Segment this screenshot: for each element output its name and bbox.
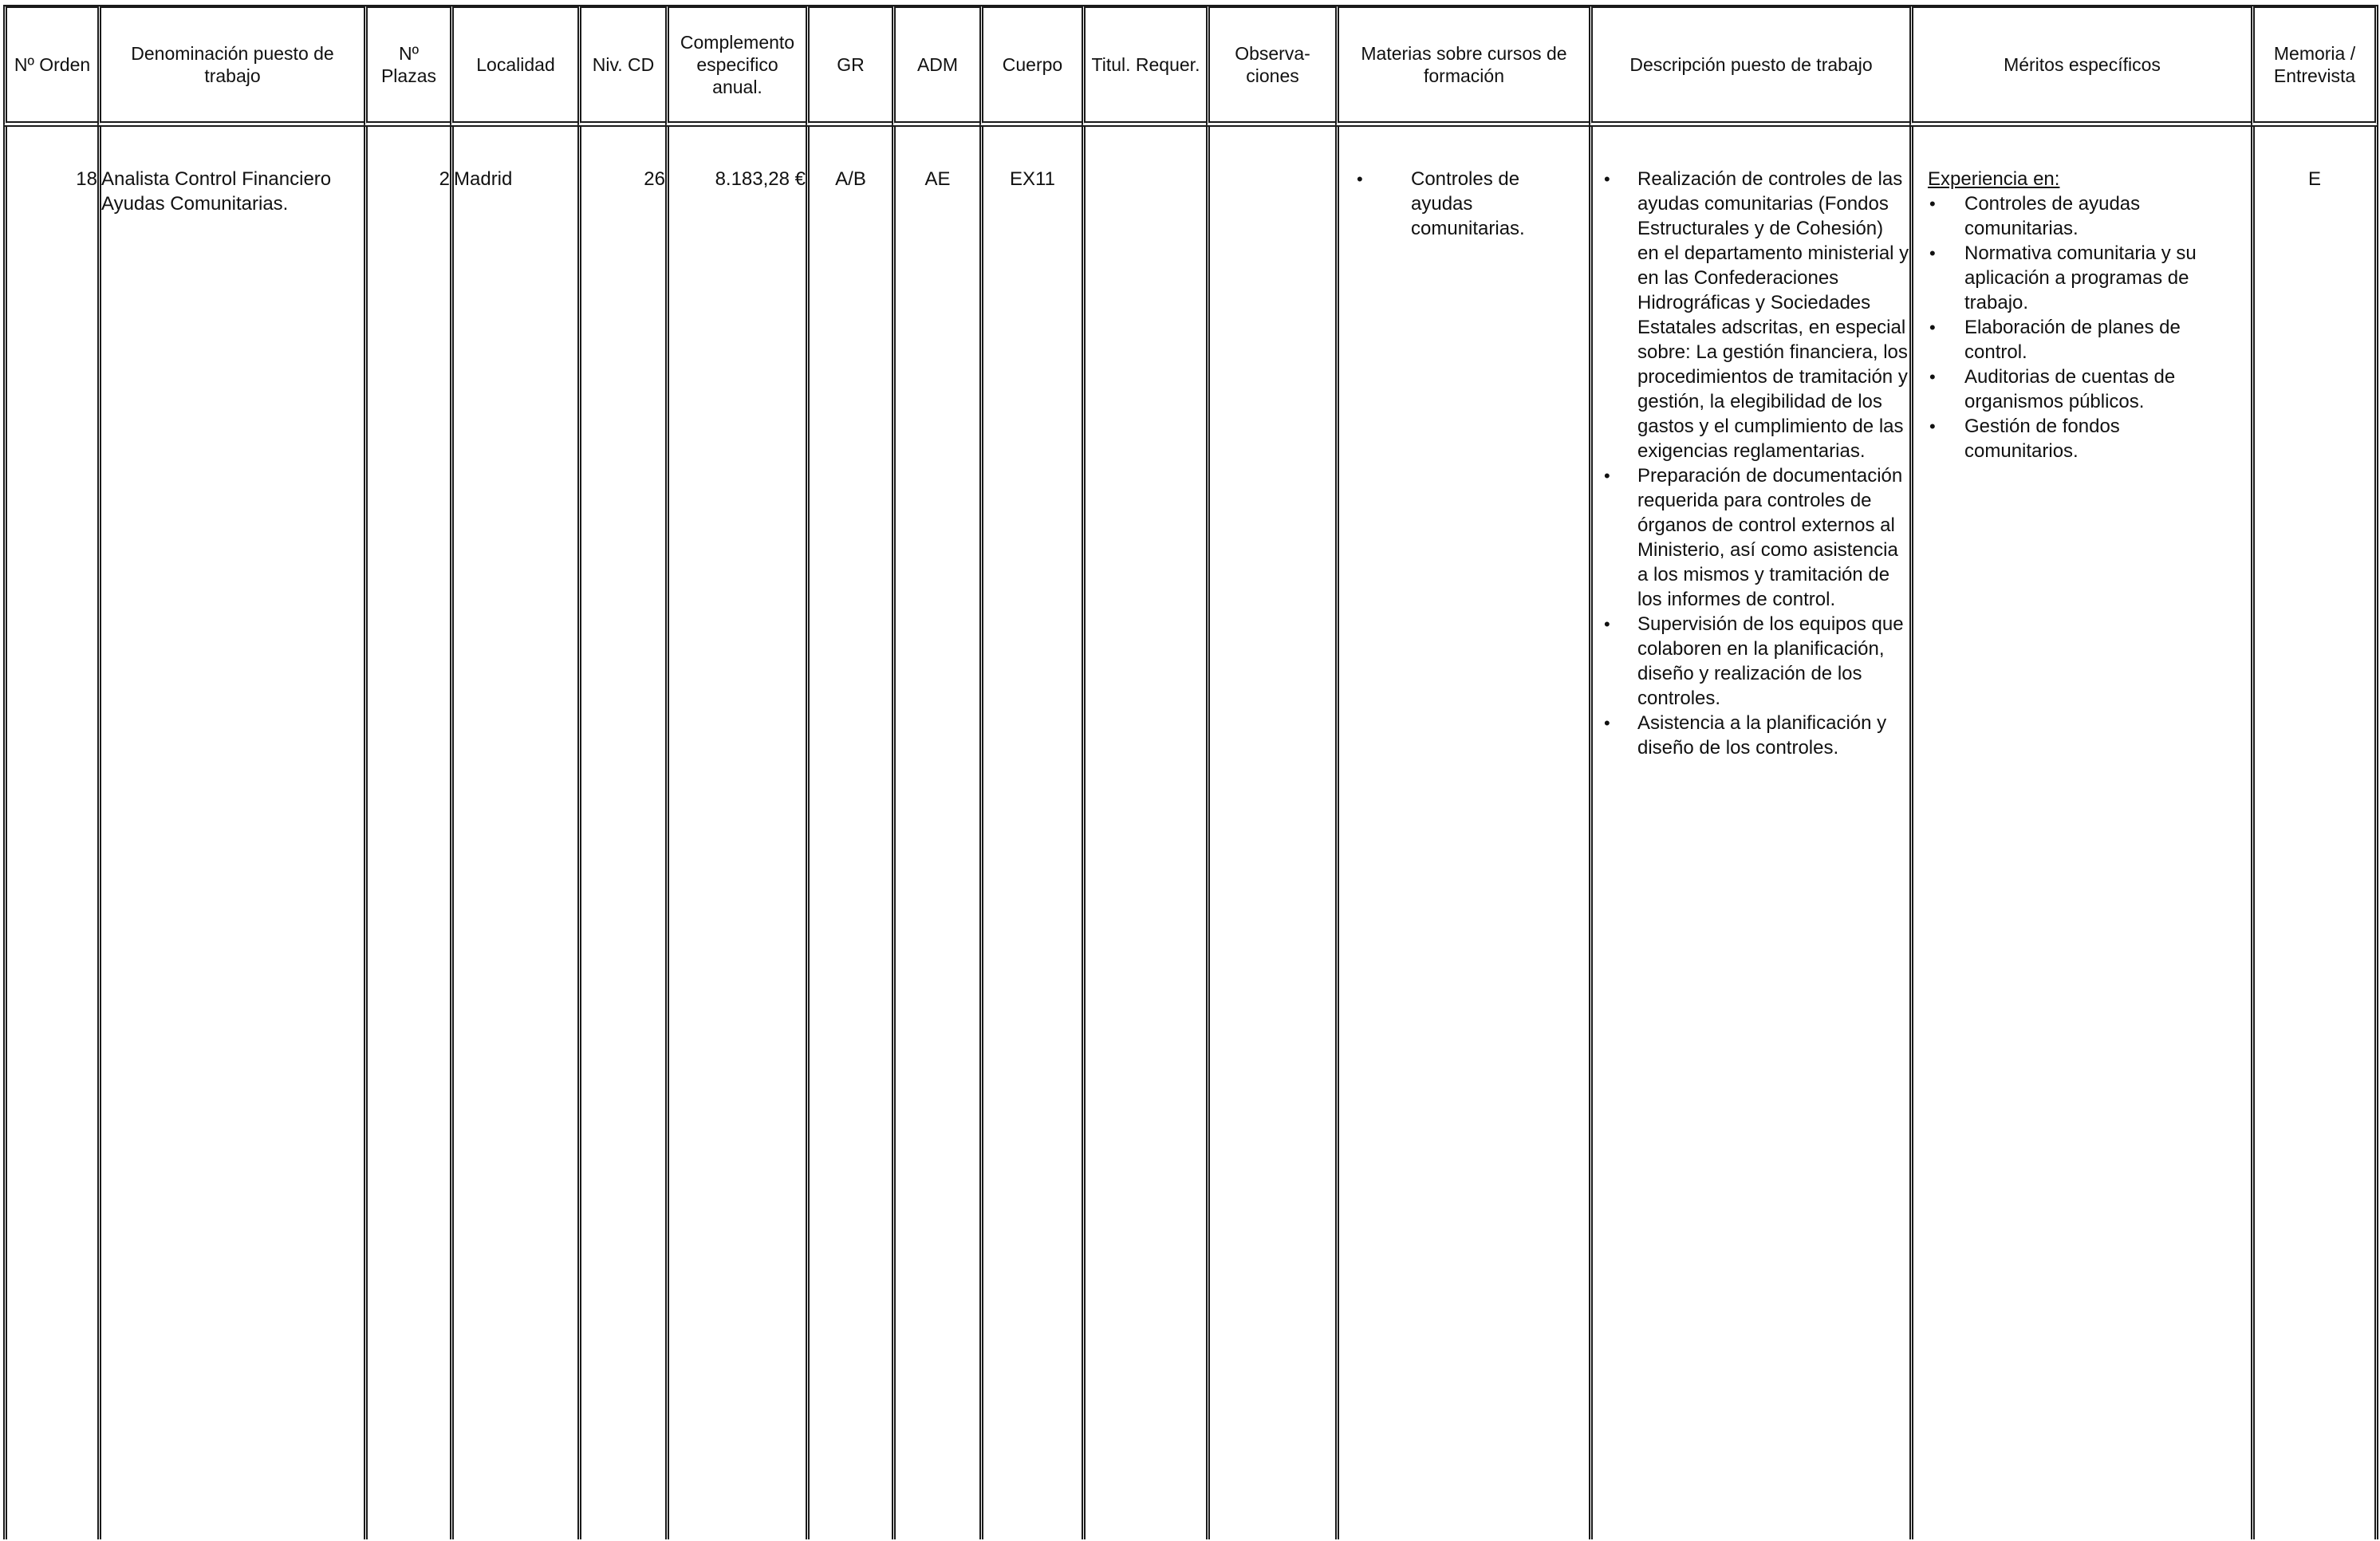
descripcion-item: • Asistencia a la planificación y diseño de los controles. — [1593, 711, 1909, 760]
meritos-list — [1913, 191, 2251, 463]
cell-memoria: E — [2251, 127, 2378, 1539]
descripcion-list — [1593, 167, 1909, 760]
cell-denominacion: Analista Control Financiero Ayudas Comunitarias. — [97, 127, 364, 1539]
header-plazas: Nº Plazas — [364, 5, 450, 127]
header-row — [3, 5, 2378, 127]
cell-localidad: Madrid — [450, 127, 577, 1539]
header-observaciones: Observa- ciones — [1206, 5, 1335, 127]
cell-meritos — [1909, 127, 2251, 1539]
meritos-item: • Controles de ayudas comunitarias. — [1913, 191, 2251, 241]
cell-observaciones — [1206, 127, 1335, 1539]
cell-orden: 18 — [3, 127, 97, 1539]
materias-item: • Controles de ayudas comunitarias. — [1339, 167, 1589, 241]
header-titul: Titul. Requer. — [1082, 5, 1206, 127]
header-complemento: Complemento especifico anual. — [665, 5, 806, 127]
cell-gr: A/B — [806, 127, 892, 1539]
header-descripcion: Descripción puesto de trabajo — [1589, 5, 1909, 127]
descripcion-item: • Preparación de documentación requerida para controles de órganos de control externos al Ministerio, así como asistencia a los mismos y tramitación de los informes de control. — [1593, 463, 1909, 612]
cell-cuerpo: EX11 — [979, 127, 1082, 1539]
header-meritos: Méritos específicos — [1909, 5, 2251, 127]
header-orden: Nº Orden — [3, 5, 97, 127]
header-materias: Materias sobre cursos de formación — [1335, 5, 1589, 127]
meritos-item: • Auditorias de cuentas de organismos públicos. — [1913, 365, 2251, 414]
meritos-item: • Elaboración de planes de control. — [1913, 315, 2251, 365]
cell-adm: AE — [892, 127, 979, 1539]
materias-list — [1339, 167, 1589, 241]
header-adm: ADM — [892, 5, 979, 127]
descripcion-item: • Supervisión de los equipos que colaboren en la planificación, diseño y realización de los controles. — [1593, 612, 1909, 711]
descripcion-item: • Realización de controles de las ayudas comunitarias (Fondos Estructurales y de Cohesión) en el departamento ministerial y en las Confederaciones Hidrográficas y Sociedades Estatales adscritas, en especial sobre: La gestión financiera, los procedimientos de tramitación y gestión, la elegibilidad de los gastos y el cumplimiento de las exigencias reglamentarias. — [1593, 167, 1909, 463]
cell-complemento: 8.183,28 € — [665, 127, 806, 1539]
meritos-heading: Experiencia en: — [1928, 168, 2060, 190]
header-memoria: Memoria / Entrevista — [2251, 5, 2378, 127]
cell-materias — [1335, 127, 1589, 1539]
job-positions-table — [3, 5, 2378, 1539]
cell-niv-cd: 26 — [577, 127, 665, 1539]
header-gr: GR — [806, 5, 892, 127]
header-denominacion: Denominación puesto de trabajo — [97, 5, 364, 127]
cell-descripcion — [1589, 127, 1909, 1539]
table-row — [3, 127, 2378, 1539]
cell-plazas: 2 — [364, 127, 450, 1539]
meritos-item: • Normativa comunitaria y su aplicación a programas de trabajo. — [1913, 241, 2251, 315]
header-cuerpo: Cuerpo — [979, 5, 1082, 127]
header-niv-cd: Niv. CD — [577, 5, 665, 127]
meritos-item: • Gestión de fondos comunitarios. — [1913, 414, 2251, 463]
cell-titul — [1082, 127, 1206, 1539]
header-localidad: Localidad — [450, 5, 577, 127]
